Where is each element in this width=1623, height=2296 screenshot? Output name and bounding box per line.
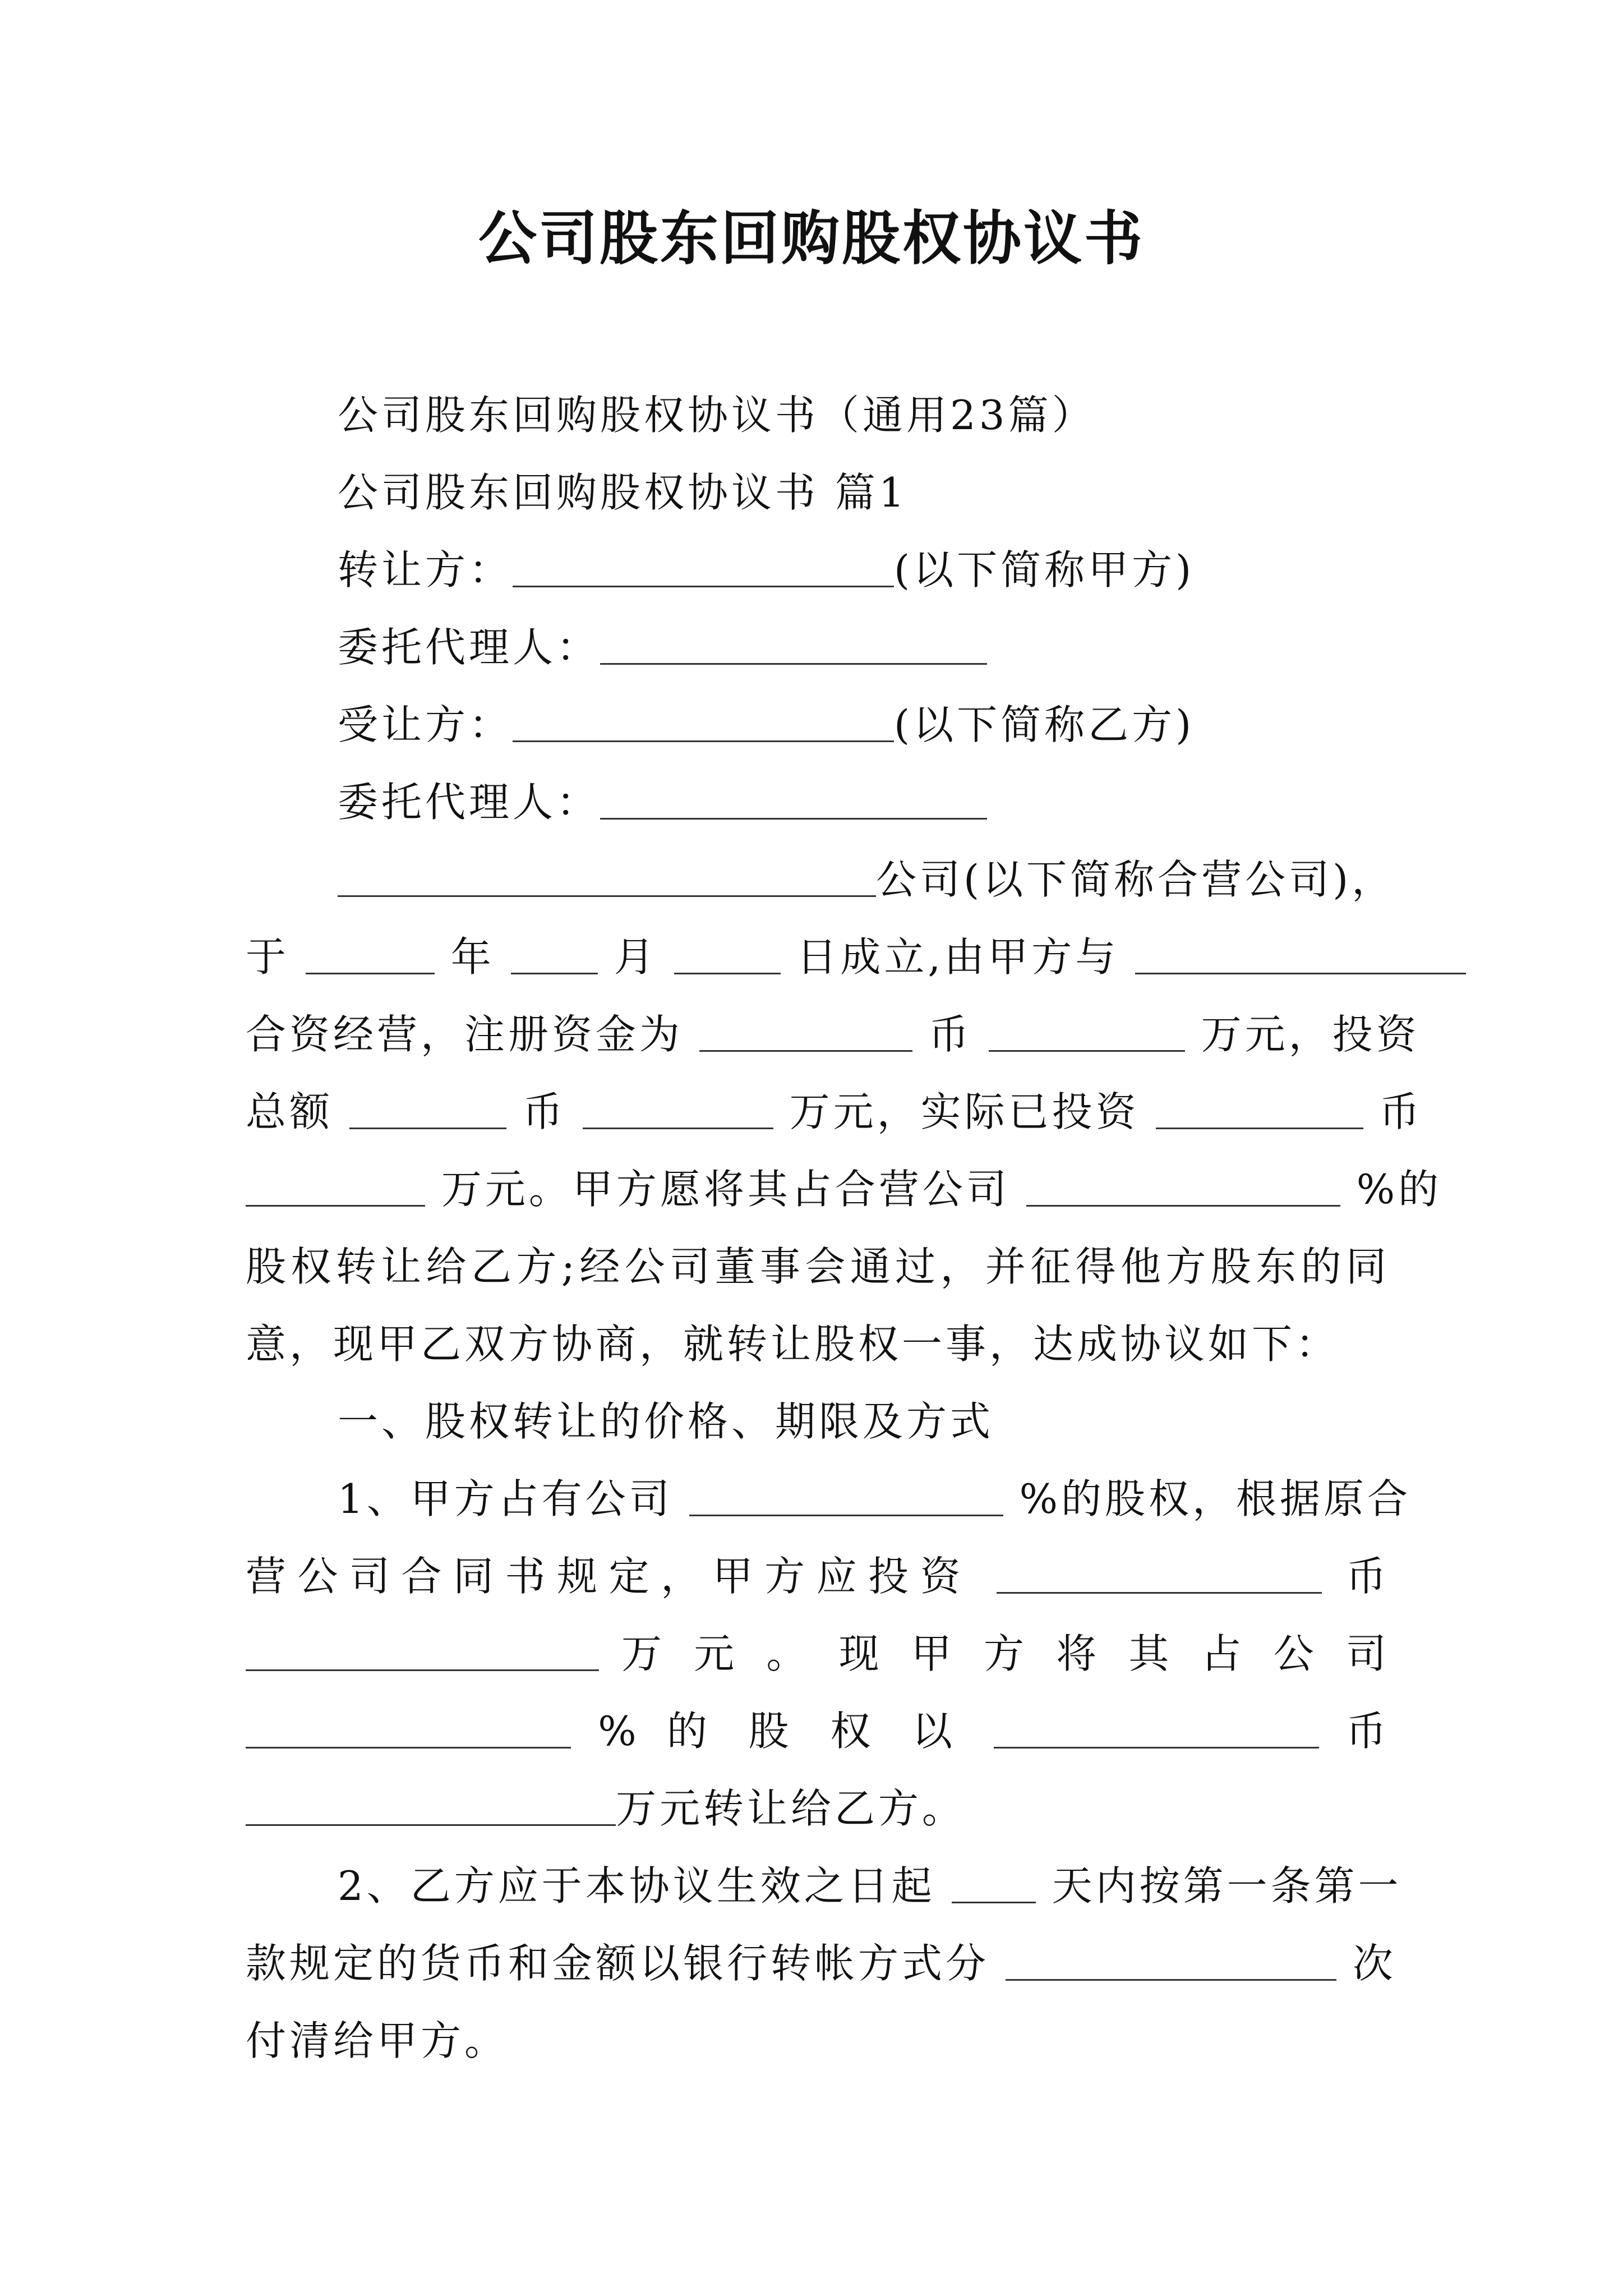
text-span: 总额 — [246, 1088, 334, 1135]
transferor-suffix: (以下简称甲方) — [894, 546, 1195, 593]
company-blank — [338, 856, 876, 897]
paragraph-line — [246, 1703, 1390, 1759]
days-blank — [952, 1862, 1036, 1903]
currency-blank — [699, 1011, 912, 1052]
text-span: 元 — [694, 1630, 744, 1677]
text-span: 1、甲方占有公司 — [338, 1475, 673, 1522]
text-span: 以 — [912, 1708, 967, 1755]
paragraph-line — [246, 1006, 1420, 1062]
text-span: 币 — [1379, 1088, 1423, 1135]
installments-blank — [1006, 1940, 1336, 1981]
text-span: 天内按第一条第一 — [1052, 1862, 1402, 1910]
section-heading: 一、股权转让的价格、期限及方式 — [338, 1398, 994, 1445]
text-span: 付清给甲方。 — [246, 2017, 509, 2064]
agent1-blank — [600, 624, 987, 665]
currency-blank — [349, 1088, 506, 1129]
text-span: 万 — [621, 1630, 672, 1677]
paragraph-line — [246, 1626, 1390, 1682]
agent2-line — [338, 774, 1390, 830]
transferee-suffix: (以下简称乙方) — [894, 701, 1195, 748]
text-span: 甲 — [911, 1630, 961, 1677]
transferee-blank — [513, 701, 894, 742]
percent-blank — [246, 1708, 571, 1749]
paragraph-line — [338, 1858, 1402, 1914]
transferee-line — [338, 697, 1390, 753]
paragraph-line — [246, 929, 1390, 985]
agent2-label: 委托代理人： — [338, 779, 601, 826]
chapter-heading: 公司股东回购股权协议书 篇1 — [338, 469, 908, 516]
currency-blank — [1156, 1088, 1363, 1129]
text-span: %的 — [1356, 1166, 1442, 1213]
text-span: 占 — [1201, 1630, 1251, 1677]
currency-blank — [997, 1553, 1322, 1594]
partner-blank — [1135, 933, 1466, 974]
paragraph-line — [246, 1780, 1390, 1837]
text-span: 股 — [748, 1708, 804, 1755]
paragraph-line — [338, 1471, 1412, 1527]
text-span: 月 — [614, 933, 658, 981]
text-span: 意，现甲乙双方协商，就转让股权一事，达成协议如下： — [246, 1320, 1340, 1368]
transferee-label: 受让方： — [338, 701, 513, 748]
day-blank — [674, 933, 781, 974]
amount-blank — [246, 1630, 599, 1671]
paragraph-line — [246, 1316, 1390, 1372]
paragraph-line — [246, 1239, 1390, 1295]
transferor-label: 转让方： — [338, 546, 513, 593]
text-span: 币 — [522, 1088, 566, 1135]
document-subtitle: 公司股东回购股权协议书（通用23篇） — [338, 392, 1096, 439]
percent-blank — [689, 1475, 1003, 1516]
currency-blank — [994, 1708, 1319, 1749]
paragraph-line — [246, 1161, 1442, 1217]
transferor-blank — [513, 546, 894, 587]
month-blank — [511, 933, 598, 974]
text-span: 股权转让给乙方;经公司董事会通过，并征得他方股东的同 — [246, 1243, 1390, 1290]
text-span: 现 — [838, 1630, 889, 1677]
text-span: 年 — [450, 933, 495, 981]
text-span: 2、乙方应于本协议生效之日起 — [338, 1862, 935, 1910]
text-span: 万元。甲方愿将其占合营公司 — [441, 1166, 1010, 1213]
text-span: 于 — [246, 933, 290, 981]
text-span: 公司(以下简称合营公司)， — [876, 856, 1396, 903]
transferor-line — [338, 542, 1390, 598]
text-span: % — [598, 1708, 640, 1755]
percent-blank — [1026, 1166, 1340, 1207]
agent1-label: 委托代理人： — [338, 624, 601, 671]
agent2-blank — [600, 779, 987, 820]
text-span: 的 — [666, 1708, 722, 1755]
paragraph-line — [246, 2013, 1390, 2069]
text-span: 。 — [766, 1630, 817, 1677]
amount-blank — [246, 1166, 425, 1207]
text-span: 万元，实际已投资 — [789, 1088, 1140, 1135]
paragraph-line — [246, 1548, 1390, 1604]
year-blank — [306, 933, 435, 974]
text-span: %的股权，根据原合 — [1019, 1475, 1412, 1522]
text-span: 权 — [830, 1708, 885, 1755]
text-span: 合资经营，注册资金为 — [246, 1011, 684, 1058]
text-span: 方 — [983, 1630, 1034, 1677]
paragraph-line — [246, 1084, 1423, 1140]
text-span: 公 — [1273, 1630, 1324, 1677]
text-span: 日成立,由甲方与 — [796, 933, 1119, 981]
text-span: 万元，投资 — [1201, 1011, 1420, 1058]
paragraph-line — [338, 852, 1396, 908]
amount-blank — [989, 1011, 1185, 1052]
amount-blank — [583, 1088, 773, 1129]
amount-blank — [246, 1785, 616, 1826]
text-span: 万元转让给乙方。 — [616, 1785, 966, 1832]
text-span: 将 — [1056, 1630, 1106, 1677]
text-span: 次 — [1352, 1940, 1396, 1987]
paragraph-line — [246, 1935, 1396, 1991]
text-span: 款规定的货币和金额以银行转帐方式分 — [246, 1940, 990, 1987]
agent1-line — [338, 619, 1390, 675]
text-span: 营公司合同书规定，甲方应投资 — [246, 1553, 972, 1600]
text-span: 司 — [1345, 1630, 1390, 1677]
text-span: 币 — [1345, 1708, 1390, 1755]
document-title: 公司股东回购股权协议书 — [478, 204, 1145, 273]
text-span: 币 — [928, 1011, 972, 1058]
text-span: 币 — [1345, 1553, 1390, 1600]
text-span: 其 — [1128, 1630, 1179, 1677]
